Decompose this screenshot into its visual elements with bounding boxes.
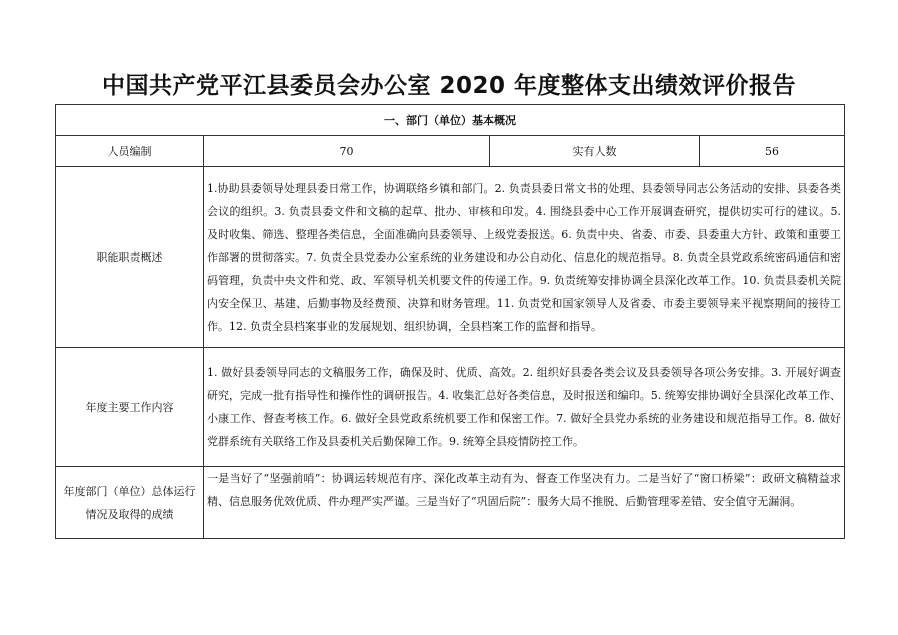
annual-work-label: 年度主要工作内容	[56, 348, 204, 467]
staff-row	[56, 136, 845, 167]
establishment-value: 70	[204, 136, 490, 167]
document-title: 中国共产党平江县委员会办公室 2020 年度整体支出绩效评价报告	[101, 73, 797, 99]
section-heading: 一、部门（单位）基本概况	[56, 105, 845, 136]
establishment-label: 人员编制	[56, 136, 204, 167]
actual-staff-label: 实有人数	[490, 136, 700, 167]
annual-work-text: 1. 做好县委领导同志的文稿服务工作，确保及时、优质、高效。2. 组织好县委各类会议及县委领导各项公务安排。3. 开展好调查研究，完成一批有指导性和操作性的调研报告。4. 收集汇总好各类信息，及时报送和编印。5. 统筹安排协调好全县深化改革工作、小康工作、督查考核工作。6. 做好全县党政系统机要工作和保密工作。7. 做好全县党办系统的业务建设和规范指导工作。8. 做好党群系统有关联络工作及县委机关后勤保障工作。9. 统筹全县疫情防控工作。	[204, 348, 845, 467]
performance-row	[56, 467, 845, 539]
annual-work-row	[56, 348, 845, 467]
overview-table	[55, 104, 845, 539]
performance-text: 一是当好了“坚强前哨”：协调运转规范有序、深化改革主动有为、督查工作坚决有力。二是当好了“窗口桥梁”：政研文稿精益求精、信息服务优效优质、件办理严实严谨。三是当好了“巩固后院”：服务大局不推脱、后勤管理零差错、安全值守无漏洞。	[204, 467, 845, 539]
duties-label: 职能职责概述	[56, 167, 204, 348]
duties-row	[56, 167, 845, 348]
performance-label: 年度部门（单位）总体运行情况及取得的成绩	[56, 467, 204, 539]
actual-staff-value: 56	[700, 136, 845, 167]
section-heading-row	[56, 105, 845, 136]
duties-text: 1.协助县委领导处理县委日常工作，协调联络乡镇和部门。2. 负责县委日常文书的处理、县委领导同志公务活动的安排、县委各类会议的组织。3. 负责县委文件和文稿的起草、批办、审核和印发。4. 围绕县委中心工作开展调查研究，提供切实可行的建议。5. 及时收集、筛选、整理各类信息，全面准确向县委领导、上级党委报送。6. 负责中央、省委、市委、县委重大方针、政策和重要工作部署的贯彻落实。7. 负责全县党委办公室系统的业务建设和办公自动化、信息化的规范指导。8. 负责全县党政系统密码通信和密码管理，负责中央文件和党、政、军领导机关机要文件的传递工作。9. 负责统筹安排协调全县深化改革工作。10. 负责县委机关院内安全保卫、基建、后勤事物及经费预、决算和财务管理。11. 负责党和国家领导人及省委、市委主要领导来平视察期间的接待工作。12. 负责全县档案事业的发展规划、组织协调，全县档案工作的监督和指导。	[204, 167, 845, 348]
